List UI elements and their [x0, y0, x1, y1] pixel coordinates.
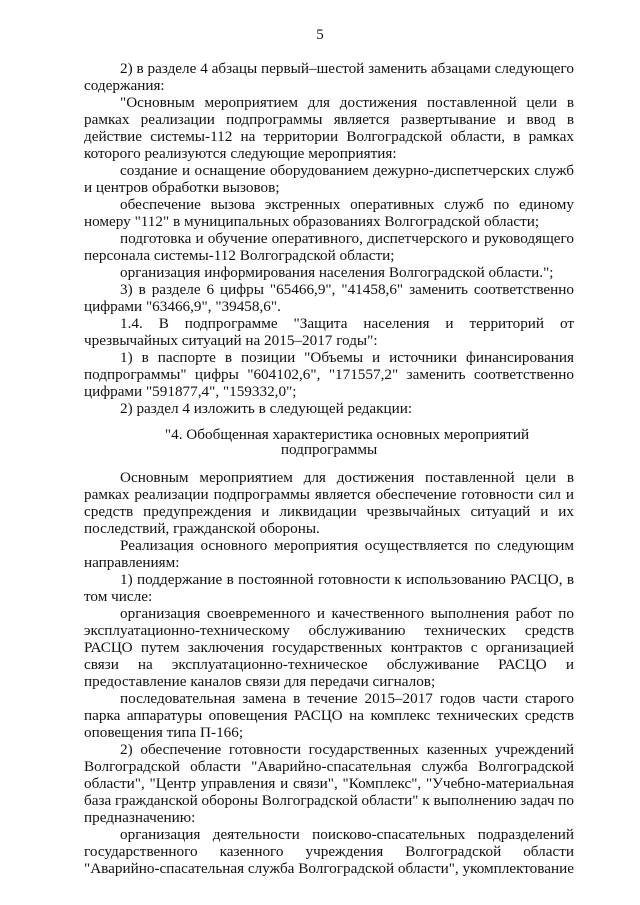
page-number: 5 — [316, 27, 324, 43]
paragraph: создание и оснащение оборудованием дежурно-диспетчерских служб и центров обработки вызовов; — [84, 162, 574, 196]
paragraph: организация информирования населения Волгоградской области."; — [120, 264, 554, 281]
section-heading-line: "4. Обобщенная характеристика основных мероприятий — [164, 426, 530, 443]
paragraph: обеспечение вызова экстренных оперативных служб по единому номеру "112" в муниципальных образованиях Волгоградской области; — [84, 196, 574, 230]
paragraph: последовательная замена в течение 2015–2017 годов части старого парка аппаратуры оповещения РАСЦО на комплекс технических средств оповещения типа П-166; — [84, 690, 574, 741]
section-heading — [84, 427, 574, 457]
paragraph: 1) поддержание в постоянной готовности к использованию РАСЦО, в том числе: — [84, 571, 574, 605]
paragraph: подготовка и обучение оперативного, диспетчерского и руководящего персонала системы-112 Волгоградской области; — [84, 230, 574, 264]
paragraph: Основным мероприятием для достижения поставленной цели в рамках реализации подпрограммы является обеспечение готовности сил и средств предупреждения и ликвидации чрезвычайных ситуаций и их последствий, гражданской обороны. — [84, 469, 574, 537]
paragraph: 3) в разделе 6 цифры "65466,9", "41458,6" заменить соответственно цифрами "63466,9", "39458,6". — [84, 281, 574, 315]
paragraph: 2) в разделе 4 абзацы первый–шестой заменить абзацами следующего содержания: — [84, 60, 574, 94]
document-body — [84, 60, 574, 877]
paragraph: организация деятельности поисково-спасательных подразделений государственного казенного учреждения Волгоградской области "Аварийно-спасательная служба Волгоградской области", укомплектование — [84, 826, 574, 877]
paragraph: "Основным мероприятием для достижения поставленной цели в рамках реализации подпрограммы является развертывание и ввод в действие системы-112 на территории Волгоградской области, в рамках которого реализуются следующие мероприятия: — [84, 94, 574, 162]
paragraph: 2) раздел 4 изложить в следующей редакции: — [120, 400, 413, 417]
paragraph: 1) в паспорте в позиции "Объемы и источники финансирования подпрограммы" цифры "604102,6", "171557,2" заменить соответственно цифрами "591877,4", "159332,0"; — [84, 349, 574, 400]
section-heading-line: подпрограммы — [280, 441, 378, 458]
paragraph: 1.4. В подпрограмме "Защита населения и территорий от чрезвычайных ситуаций на 2015–2017 годы": — [84, 315, 574, 349]
paragraph: организация своевременного и качественного выполнения работ по эксплуатационно-техническому обслуживанию технических средств РАСЦО путем заключения государственных контрактов с организацией связи на эксплуатационно-техническое обслуживание РАСЦО и предоставление каналов связи для передачи сигналов; — [84, 605, 574, 690]
paragraph: 2) обеспечение готовности государственных казенных учреждений Волгоградской области "Аварийно-спасательная служба Волгоградской области", "Центр управления и связи", "Комплекс", "Учебно-материальная база гражданской обороны Волгоградской области" к выполнению задач по предназначению: — [84, 741, 574, 826]
paragraph: Реализация основного мероприятия осуществляется по следующим направлениям: — [84, 537, 574, 571]
